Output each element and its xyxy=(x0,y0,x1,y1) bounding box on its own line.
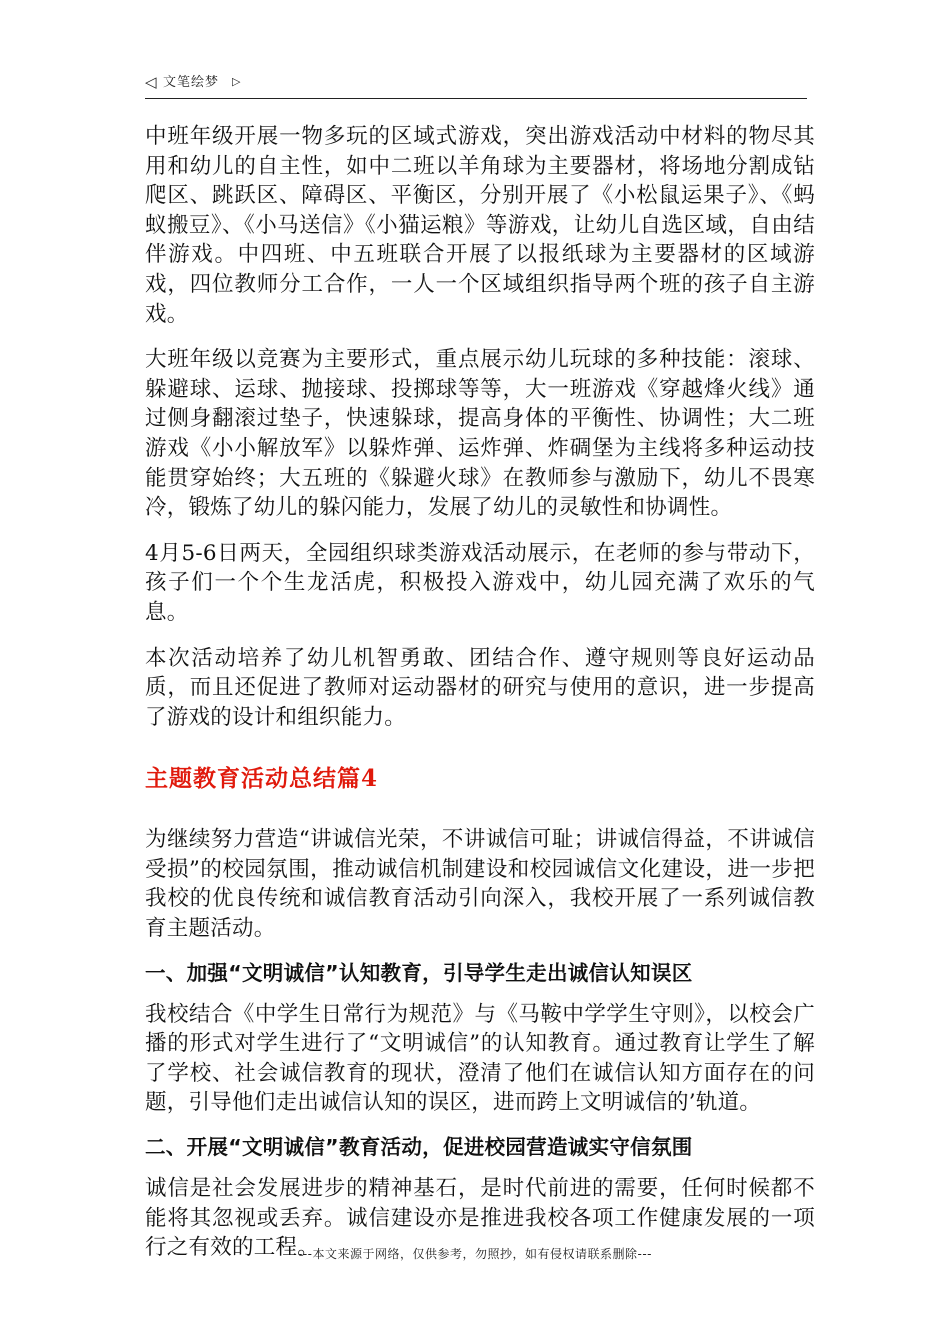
footer-disclaimer: ---本文来源于网络，仅供参考，勿照抄，如有侵权请联系删除--- xyxy=(298,1247,652,1261)
page-header xyxy=(145,70,807,99)
section-intro: 为继续努力营造“讲诚信光荣，不讲诚信可耻；讲诚信得益，不讲诚信受损”的校园氛围，推动诚信机制建设和校园诚信文化建设，进一步把我校的优良传统和诚信教育活动引向深入，我校开展了一系列诚信教育主题活动。 xyxy=(145,827,815,942)
section-title: 主题教育活动总结篇4 xyxy=(145,765,379,793)
paragraph-activity-outcome: 本次活动培养了幼儿机智勇敢、团结合作、遵守规则等良好运动品质，而且还促进了教师对运动器材的研究与使用的意识，进一步提高了游戏的设计和组织能力。 xyxy=(145,645,815,730)
subheading-cognition: 一、加强“文明诚信”认知教育，引导学生走出诚信认知误区 xyxy=(145,960,693,985)
paragraph-middle-class-games: 中班年级开展一物多玩的区域式游戏，突出游戏活动中材料的物尽其用和幼儿的自主性，如中二班以羊角球为主要器材，将场地分割成钻爬区、跳跃区、障碍区、平衡区，分别开展了《小松鼠运果子》、《蚂蚁搬豆》、《小马送信》《小猫运粮》等游戏，让幼儿自选区域，自由结伴游戏。中四班、中五班联合开展了以报纸球为主要器材的区域游戏，四位教师分工合作，一人一个区域组织指导两个班的孩子自主游戏。 xyxy=(145,124,815,327)
triangle-left-icon: ◁ xyxy=(145,73,157,91)
paragraph-cognition: 我校结合《中学生日常行为规范》与《马鞍中学学生守则》，以校会广播的形式对学生进行了“文明诚信”的认知教育。通过教育让学生了解了学校、社会诚信教育的现状，澄清了他们在诚信认知方面存在的问题，引导他们走出诚信认知的误区，进而跨上文明诚信的’轨道。 xyxy=(145,1001,815,1116)
document-body xyxy=(145,122,815,1263)
paragraph-ball-games-showcase: 4月5-6日两天，全园组织球类游戏活动展示，在老师的参与带动下，孩子们一个个生龙活虎，积极投入游戏中，幼儿园充满了欢乐的气息。 xyxy=(145,540,815,625)
subheading-activities: 二、开展“文明诚信”教育活动，促进校园营造诚实守信氛围 xyxy=(145,1135,693,1160)
paragraph-senior-class-games: 大班年级以竞赛为主要形式，重点展示幼儿玩球的多种技能：滚球、躲避球、运球、抛接球、投掷球等等，大一班游戏《穿越烽火线》通过侧身翻滚过垫子，快速躲球，提高身体的平衡性、协调性；大二班游戏《小小解放军》以躲炸弹、运炸弹、炸碉堡为主线将多种运动技能贯穿始终；大五班的《躲避火球》在教师参与激励下，幼儿不畏寒冷，锻炼了幼儿的躲闪能力，发展了幼儿的灵敏性和协调性。 xyxy=(145,347,815,521)
brand-label: 文笔绘梦 xyxy=(163,75,220,90)
paragraph-activities: 诚信是社会发展进步的精神基石，是时代前进的需要，任何时候都不能将其忽视或丢弃。诚信建设亦是推进我校各项工作健康发展的一项行之有效的工程。 xyxy=(145,1176,815,1261)
triangle-right-icon: ▷ xyxy=(232,75,241,88)
